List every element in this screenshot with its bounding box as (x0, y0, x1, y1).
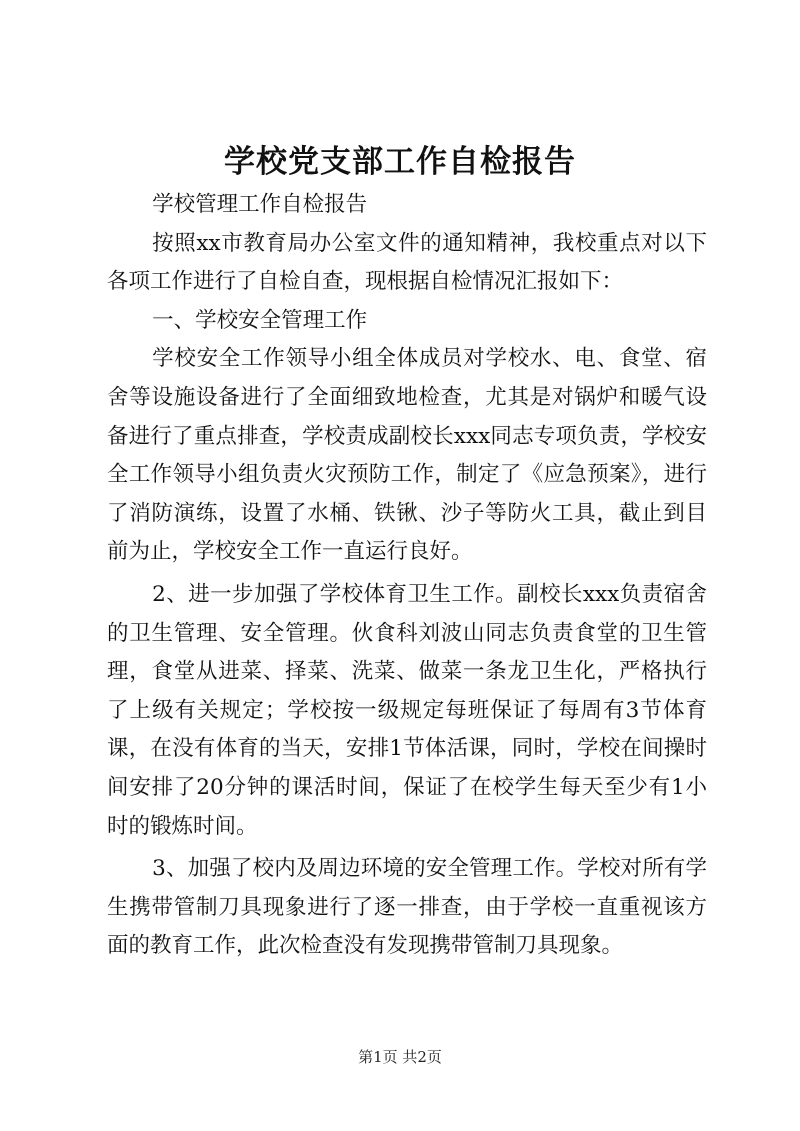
document-title: 学校党支部工作自检报告 (224, 144, 576, 180)
document-body (107, 186, 707, 966)
paragraph-intro: 按照xx市教育局办公室文件的通知精神，我校重点对以下各项工作进行了自检自查，现根据自检情况汇报如下： (107, 230, 707, 295)
section-heading-safety: 一、学校安全管理工作 (152, 307, 368, 333)
page-number: 第1页 共2页 (358, 1048, 442, 1066)
paragraph-environment: 3、加强了校内及周边环境的安全管理工作。学校对所有学生携带管制刀具现象进行了逐一排查，由于学校一直重视该方面的教育工作，此次检查没有发现携带管制刀具现象。 (107, 856, 707, 959)
paragraph-safety: 学校安全工作领导小组全体成员对学校水、电、食堂、宿舍等设施设备进行了全面细致地检查，尤其是对锅炉和暖气设备进行了重点排查，学校责成副校长xxx同志专项负责，学校安全工作领导小组负责火灾预防工作，制定了《应急预案》，进行了消防演练，设置了水桶、铁锹、沙子等防火工具，截止到目前为止，学校安全工作一直运行良好。 (107, 346, 707, 565)
paragraph-subtitle: 学校管理工作自检报告 (152, 192, 368, 217)
paragraph-sports-health: 2、进一步加强了学校体育卫生工作。副校长xxx负责宿舍的卫生管理、安全管理。伙食科刘波山同志负责食堂的卫生管理，食堂从进菜、择菜、洗菜、做菜一条龙卫生化，严格执行了上级有关规定；学校按一级规定每班保证了每周有3节体育课，在没有体育的当天，安排1节体活课，同时，学校在间操时间安排了20分钟的课活时间，保证了在校学生每天至少有1小时的锻炼时间。 (107, 581, 707, 839)
